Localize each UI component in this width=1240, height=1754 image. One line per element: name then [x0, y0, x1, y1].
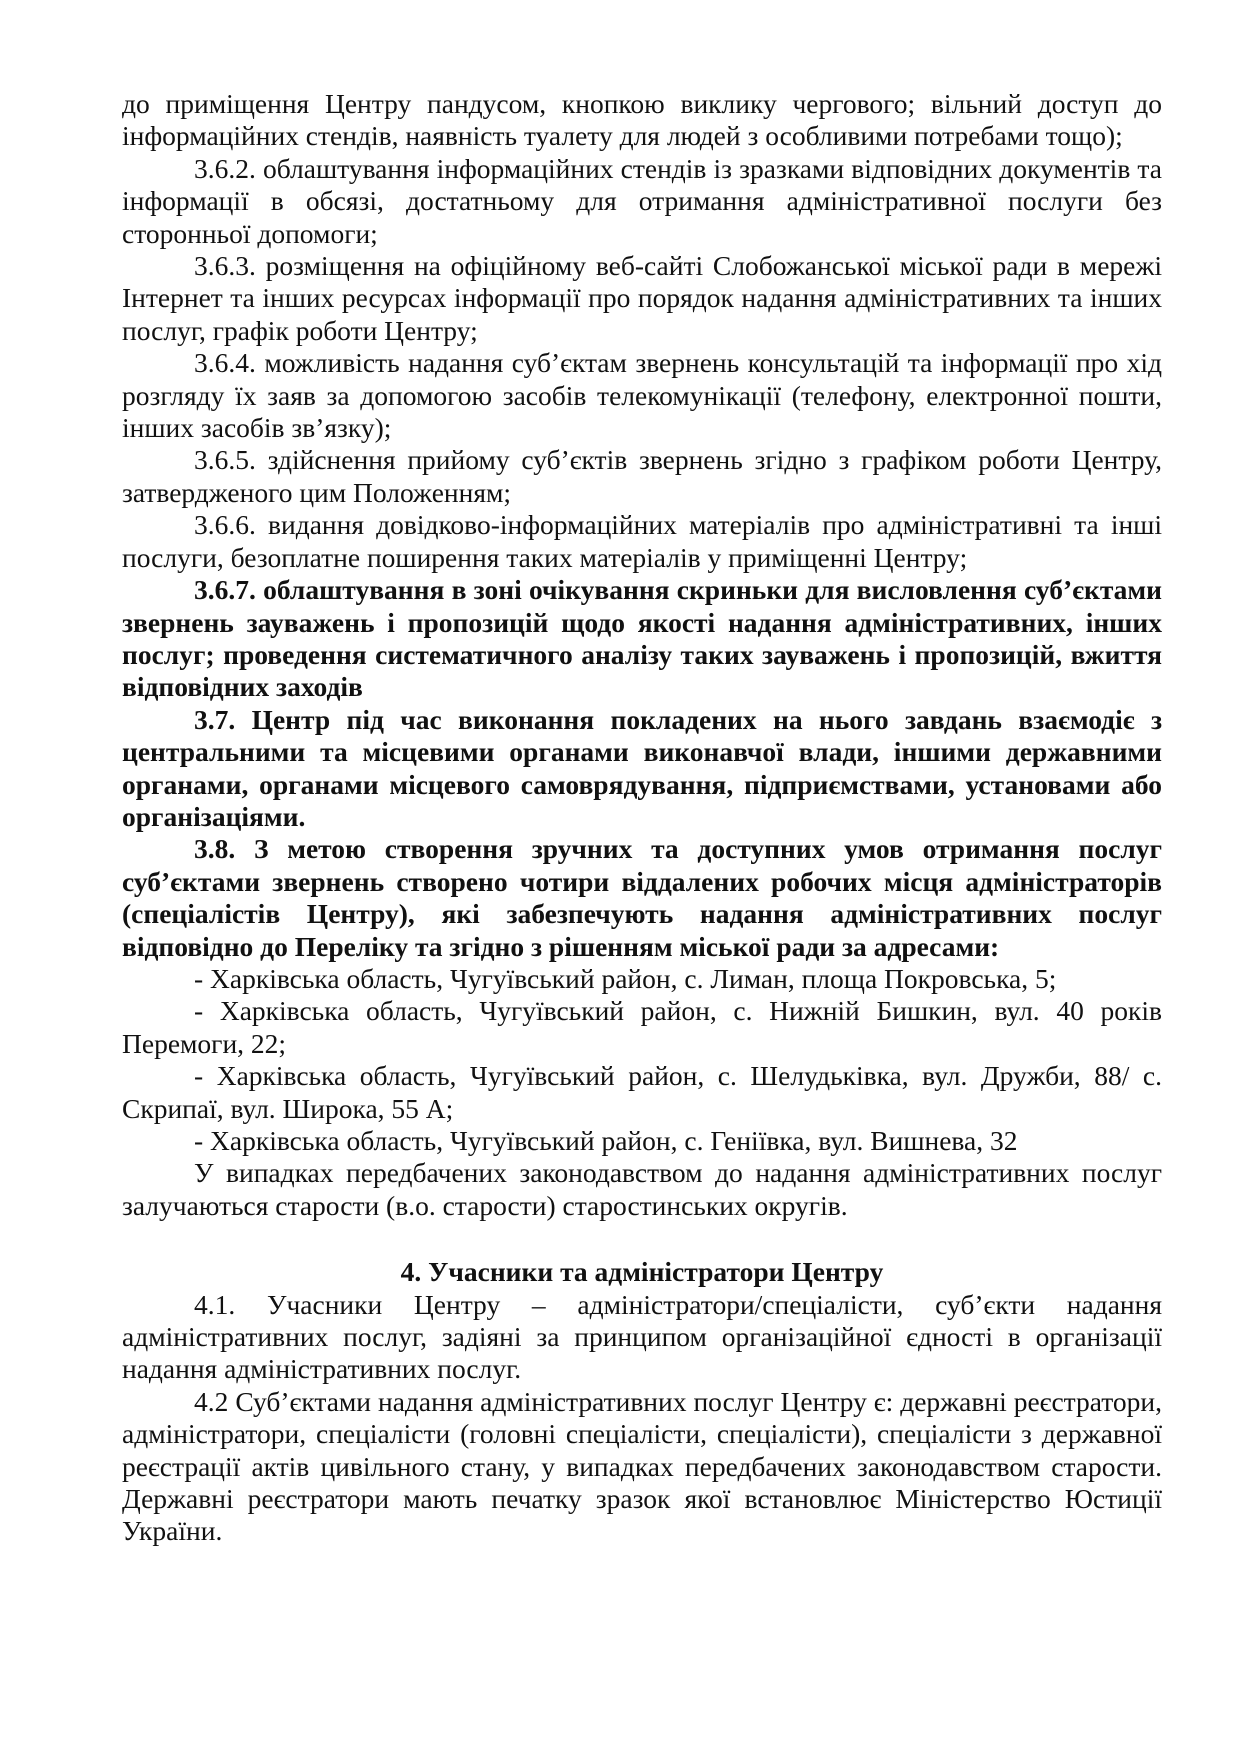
paragraph-3-6-7: 3.6.7. облаштування в зоні очікування скриньки для висловлення суб’єктами звернень зауважень і пропозицій щодо якості надання адміністративних, інших послуг; проведення систематичного аналізу таких зауважень і пропозицій, вжиття відповідних заходів — [122, 574, 1162, 703]
paragraph-3-6-3: 3.6.3. розміщення на офіційному веб-сайті Слобожанської міської ради в мережі Інтернет та інших ресурсах інформації про порядок надання адміністративних та інших послуг, графік роботи Центру; — [122, 250, 1162, 346]
paragraph-3-6-6: 3.6.6. видання довідково-інформаційних матеріалів про адміністративні та інші послуги, безоплатне поширення таких матеріалів у приміщенні Центру; — [122, 509, 1162, 573]
paragraph-4-1: 4.1. Учасники Центру – адміністратори/спеціалісти, суб’єкти надання адміністративних послуг, задіяні за принципом організаційної єдності в організації надання адміністративних послуг. — [122, 1288, 1162, 1385]
paragraph-3-6-5: 3.6.5. здійснення прийому суб’єктів звернень згідно з графіком роботи Центру, затвердженого цим Положенням; — [122, 444, 1162, 508]
address-item-heniivka: - Харківська область, Чугуївський район, с. Геніївка, вул. Вишнева, 32 — [194, 1125, 1018, 1156]
document-page — [122, 88, 1162, 1548]
paragraph-4-2: 4.2 Суб’єктами надання адміністративних послуг Центру є: державні реєстратори, адміністратори, спеціалісти (головні спеціалісти, спеціалісти), спеціалісти з державної реєстрації актів цивільного стану, у випадках передбачених законодавством старости. Державні реєстратори мають печатку зразок якої встановлює Міністерство Юстиції України. — [122, 1385, 1162, 1547]
paragraph-3-7: 3.7. Центр під час виконання покладених на нього завдань взаємодіє з центральними та місцевими органами виконавчої влади, іншими державними органами, органами місцевого самоврядування, підприємствами, установами або організаціями. — [122, 703, 1162, 832]
address-item-sheludkivka: - Харківська область, Чугуївський район, с. Шелудьківка, вул. Дружби, 88/ с. Скрипаї, вул. Широка, 55 А; — [122, 1060, 1162, 1124]
paragraph-3-8: 3.8. З метою створення зручних та доступних умов отримання послуг суб’єктами звернень створено чотири віддалених робочих місця адміністраторів (спеціалістів Центру), які забезпечують надання адміністративних послуг відповідно до Переліку та згідно з рішенням міської ради за адресами: — [122, 833, 1162, 962]
address-item-lyman: - Харківська область, Чугуївський район, с. Лиман, площа Покровська, 5; — [194, 962, 1057, 994]
paragraph-3-6-2: 3.6.2. облаштування інформаційних стендів із зразками відповідних документів та інформації в обсязі, достатньому для отримання адміністративної послуги без сторонньої допомоги; — [122, 152, 1162, 249]
section-4-heading: 4. Учасники та адміністратори Центру — [400, 1256, 884, 1288]
section-spacer — [122, 1222, 1162, 1256]
paragraph-continuation: до приміщення Центру пандусом, кнопкою виклику чергового; вільний доступ до інформаційних стендів, наявність туалету для людей з особливими потребами тощо); — [122, 88, 1162, 152]
paragraph-3-6-4: 3.6.4. можливість надання суб’єктам звернень консультацій та інформації про хід розгляду їх заяв за допомогою засобів телекомунікації (телефону, електронної пошти, інших засобів зв’язку); — [122, 347, 1162, 444]
address-item-nyzhnii-byshkyn: - Харківська область, Чугуївський район, с. Нижній Бишкин, вул. 40 років Перемоги, 22; — [122, 995, 1162, 1059]
paragraph-starosty: У випадках передбачених законодавством до надання адміністративних послуг залучаються старости (в.о. старости) старостинських округів. — [122, 1157, 1162, 1221]
